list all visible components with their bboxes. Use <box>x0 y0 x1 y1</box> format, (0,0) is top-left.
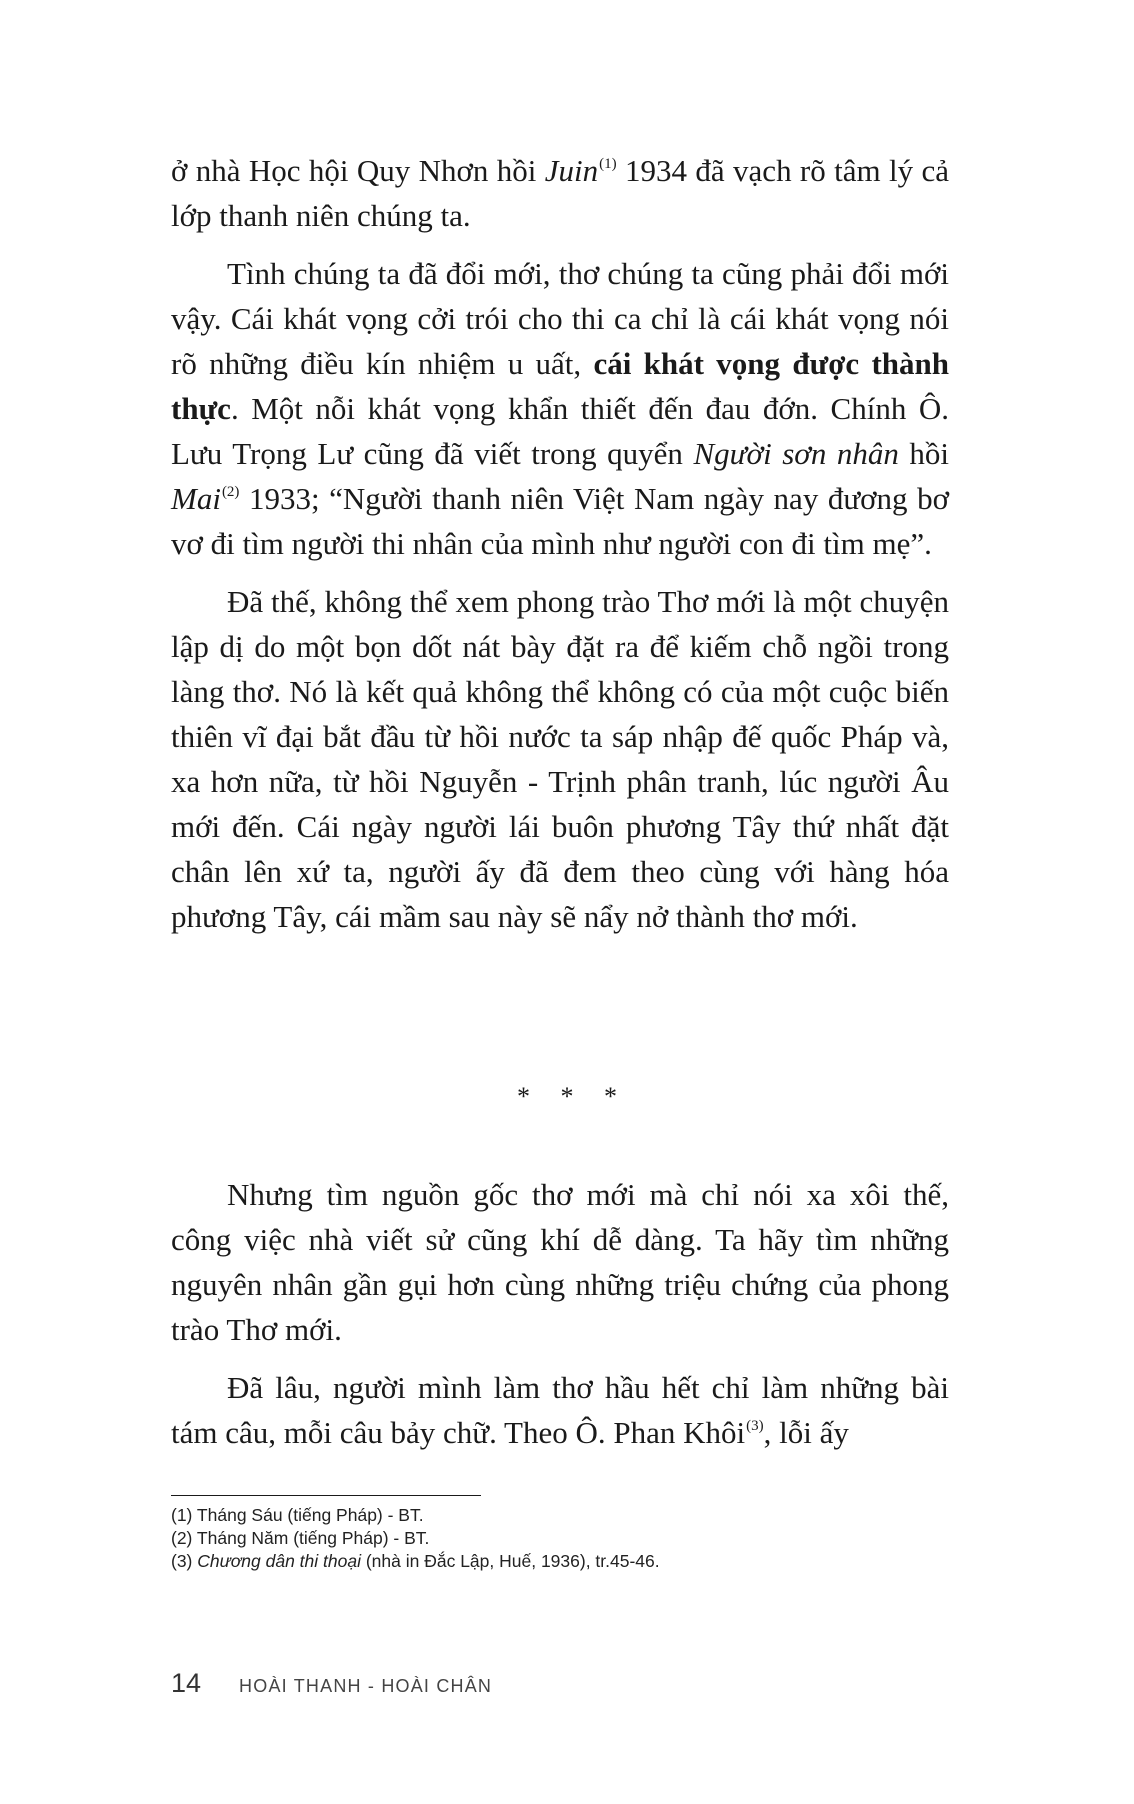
footnote-ref-1: (1) <box>599 155 617 172</box>
italic-term: Juin <box>544 153 599 188</box>
paragraph-5 <box>171 1365 949 1455</box>
text-run: hồi <box>898 436 949 471</box>
section-separator: * * * <box>517 1082 629 1111</box>
body-text-block-1 <box>171 148 949 952</box>
text-run: . Một nỗi khát vọng khẩn thiết đến đau đớn. Chính Ô. Lưu Trọng Lư cũng đã viết trong quyển <box>171 391 949 471</box>
footnote-ref-2: (2) <box>221 483 240 500</box>
italic-book-title: Người sơn nhân <box>693 436 899 471</box>
footnote-number: (3) <box>171 1551 198 1571</box>
page-footer <box>171 1668 492 1699</box>
footnote-divider <box>171 1495 481 1496</box>
page-number: 14 <box>171 1668 202 1698</box>
bold-phrase: cái khát vọng được thành thực <box>171 346 950 426</box>
footnote-ref-3: (3) <box>746 1417 764 1434</box>
body-text-block-2 <box>171 1172 949 1468</box>
paragraph-2 <box>171 251 949 566</box>
paragraph-3: Đã thế, không thể xem phong trào Thơ mới là một chuyện lập dị do một bọn dốt nát bày đặt ra để kiếm chỗ ngồi trong làng thơ. Nó là kết quả không thể không có của một cuộc biến thiên vĩ đại bắt đầu từ hồi nước ta sáp nhập đế quốc Pháp và, xa hơn nữa, từ hồi Nguyễn - Trịnh phân tranh, lúc người Âu mới đến. Cái ngày người lái buôn phương Tây thứ nhất đặt chân lên xứ ta, người ấy đã đem theo cùng với hàng hóa phương Tây, cái mầm sau này sẽ nẩy nở thành thơ mới. <box>171 584 949 934</box>
text-run: Tình chúng ta đã đổi mới, thơ chúng ta cũng phải đổi mới vậy. Cái khát vọng cởi trói cho thi ca chỉ là cái khát vọng nói rõ những điều kín nhiệm u uất, <box>171 256 949 381</box>
footnotes <box>171 1504 949 1573</box>
text-run: ở nhà Học hội Quy Nhơn hồi <box>171 153 545 188</box>
text-run: 1934 đã vạch rõ tâm lý cả lớp thanh niên chúng ta. <box>171 153 949 233</box>
footnote-1: (1) Tháng Sáu (tiếng Pháp) - BT. <box>171 1505 424 1525</box>
running-head: HOÀI THANH - HOÀI CHÂN <box>239 1676 493 1696</box>
text-run: 1933; “Người thanh niên Việt Nam ngày nay đương bơ vơ đi tìm người thi nhân của mình như người con đi tìm mẹ”. <box>171 481 949 561</box>
footnote-text: (nhà in Đắc Lập, Huế, 1936), tr.45-46. <box>360 1551 660 1571</box>
footnote-3 <box>171 1550 949 1573</box>
footnote-book-title: Chương dân thi thoại <box>197 1551 361 1571</box>
text-run: Đã lâu, người mình làm thơ hầu hết chỉ làm những bài tám câu, mỗi câu bảy chữ. Theo Ô. Phan Khôi <box>171 1370 949 1450</box>
paragraph-4: Nhưng tìm nguồn gốc thơ mới mà chỉ nói xa xôi thế, công việc nhà viết sử cũng khí dễ dàng. Ta hãy tìm những nguyên nhân gần gụi hơn cùng những triệu chứng của phong trào Thơ mới. <box>171 1177 949 1347</box>
italic-term: Mai <box>171 481 221 516</box>
paragraph-1 <box>171 148 949 238</box>
footnote-2: (2) Tháng Năm (tiếng Pháp) - BT. <box>171 1528 430 1548</box>
text-run: , lỗi ấy <box>763 1415 849 1450</box>
